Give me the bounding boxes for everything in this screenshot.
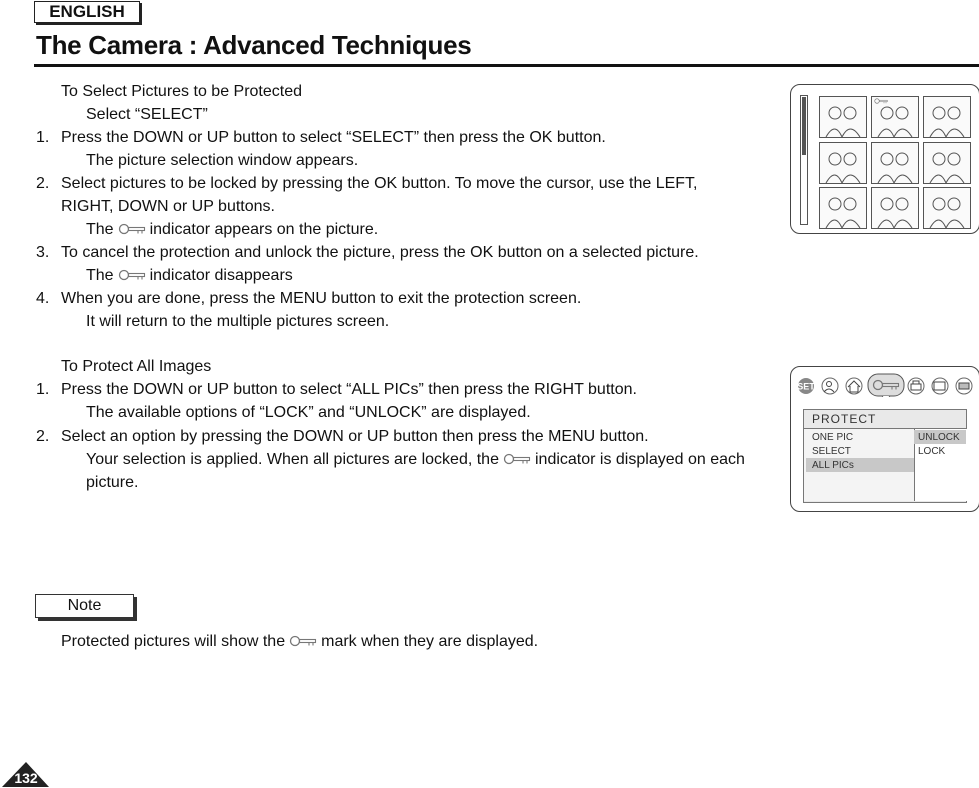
step-number: 2.: [36, 175, 50, 192]
step-text: When you are done, press the MENU button to exit the protection screen.: [61, 290, 582, 307]
key-icon: [118, 269, 146, 281]
thumbnail: [871, 142, 919, 184]
step-text-cont: RIGHT, DOWN or UP buttons.: [61, 198, 275, 215]
step-number: 1.: [36, 381, 50, 398]
thumbnail: [923, 187, 971, 229]
note-badge: Note: [35, 594, 134, 618]
result-post: indicator appears on the picture.: [149, 221, 379, 238]
step-result: The picture selection window appears.: [86, 152, 359, 169]
person-icon: [819, 377, 841, 395]
step-text: To cancel the protection and unlock the picture, press the OK button on a selected picture.: [61, 244, 699, 261]
step-text: Press the DOWN or UP button to select “ALL PICs” then press the RIGHT button.: [61, 381, 637, 398]
step-text: Press the DOWN or UP button to select “SELECT” then press the OK button.: [61, 129, 606, 146]
thumbnail-selected: [871, 96, 919, 138]
step-number: 3.: [36, 244, 50, 261]
key-icon: [503, 453, 531, 465]
step-result: It will return to the multiple pictures screen.: [86, 313, 390, 330]
step-result: [86, 220, 378, 240]
language-badge: ENGLISH: [34, 1, 140, 23]
title-rule: [34, 64, 979, 67]
menu-title: PROTECT: [812, 412, 877, 426]
step-number: 2.: [36, 428, 50, 445]
step-text: Select pictures to be locked by pressing the OK button. To move the cursor, use the LEFT,: [61, 175, 698, 192]
step-number: 1.: [36, 129, 50, 146]
result-pre: The: [86, 221, 114, 238]
thumbnail: [819, 96, 867, 138]
note-post: mark when they are displayed.: [321, 633, 539, 650]
image-icon: [929, 377, 951, 395]
page-number: [0, 758, 50, 788]
mode-icon: [953, 377, 975, 395]
thumbnail: [871, 187, 919, 229]
page-number-text: 132: [14, 770, 38, 786]
result-pre: The: [86, 267, 114, 284]
svg-text:SET: SET: [797, 381, 815, 392]
set-icon: [795, 377, 817, 395]
result-post: indicator is displayed on each: [534, 451, 745, 468]
step-result: [86, 450, 745, 470]
lcd-protect-menu: [790, 366, 979, 512]
menu-item-one-pic[interactable]: ONE PIC: [812, 432, 854, 443]
protect-menu-panel: [803, 409, 967, 503]
thumbnail: [923, 96, 971, 138]
section-heading-select: To Select Pictures to be Protected: [61, 83, 303, 100]
menu-item-all-pics[interactable]: ALL PICs: [812, 460, 854, 471]
menu-item-select[interactable]: SELECT: [812, 446, 851, 457]
step-result-cont: picture.: [86, 474, 139, 491]
note-pre: Protected pictures will show the: [61, 633, 286, 650]
menu-option-unlock[interactable]: UNLOCK: [918, 432, 960, 443]
lcd-thumbnail-screen: [790, 84, 979, 234]
result-pre: Your selection is applied. When all pictures are locked, the: [86, 451, 499, 468]
print-icon: [905, 377, 927, 395]
key-icon: [289, 635, 317, 647]
step-text: Select an option by pressing the DOWN or UP button then press the MENU button.: [61, 428, 649, 445]
step-result: The available options of “LOCK” and “UNLOCK” are displayed.: [86, 404, 531, 421]
note-text: [61, 632, 538, 652]
step-number: 4.: [36, 290, 50, 307]
section-heading-all: To Protect All Images: [61, 358, 212, 375]
select-sub: Select “SELECT”: [86, 106, 208, 123]
key-icon: [867, 373, 905, 397]
menu-option-lock[interactable]: LOCK: [918, 446, 946, 457]
result-post: indicator disappears: [149, 267, 293, 284]
step-result: [86, 266, 293, 286]
thumbnail: [923, 142, 971, 184]
thumbnail: [819, 187, 867, 229]
house-icon: [843, 377, 865, 395]
scrollbar: [800, 95, 808, 225]
thumbnail: [819, 142, 867, 184]
key-icon: [118, 223, 146, 235]
page-title: The Camera : Advanced Techniques: [36, 30, 472, 60]
